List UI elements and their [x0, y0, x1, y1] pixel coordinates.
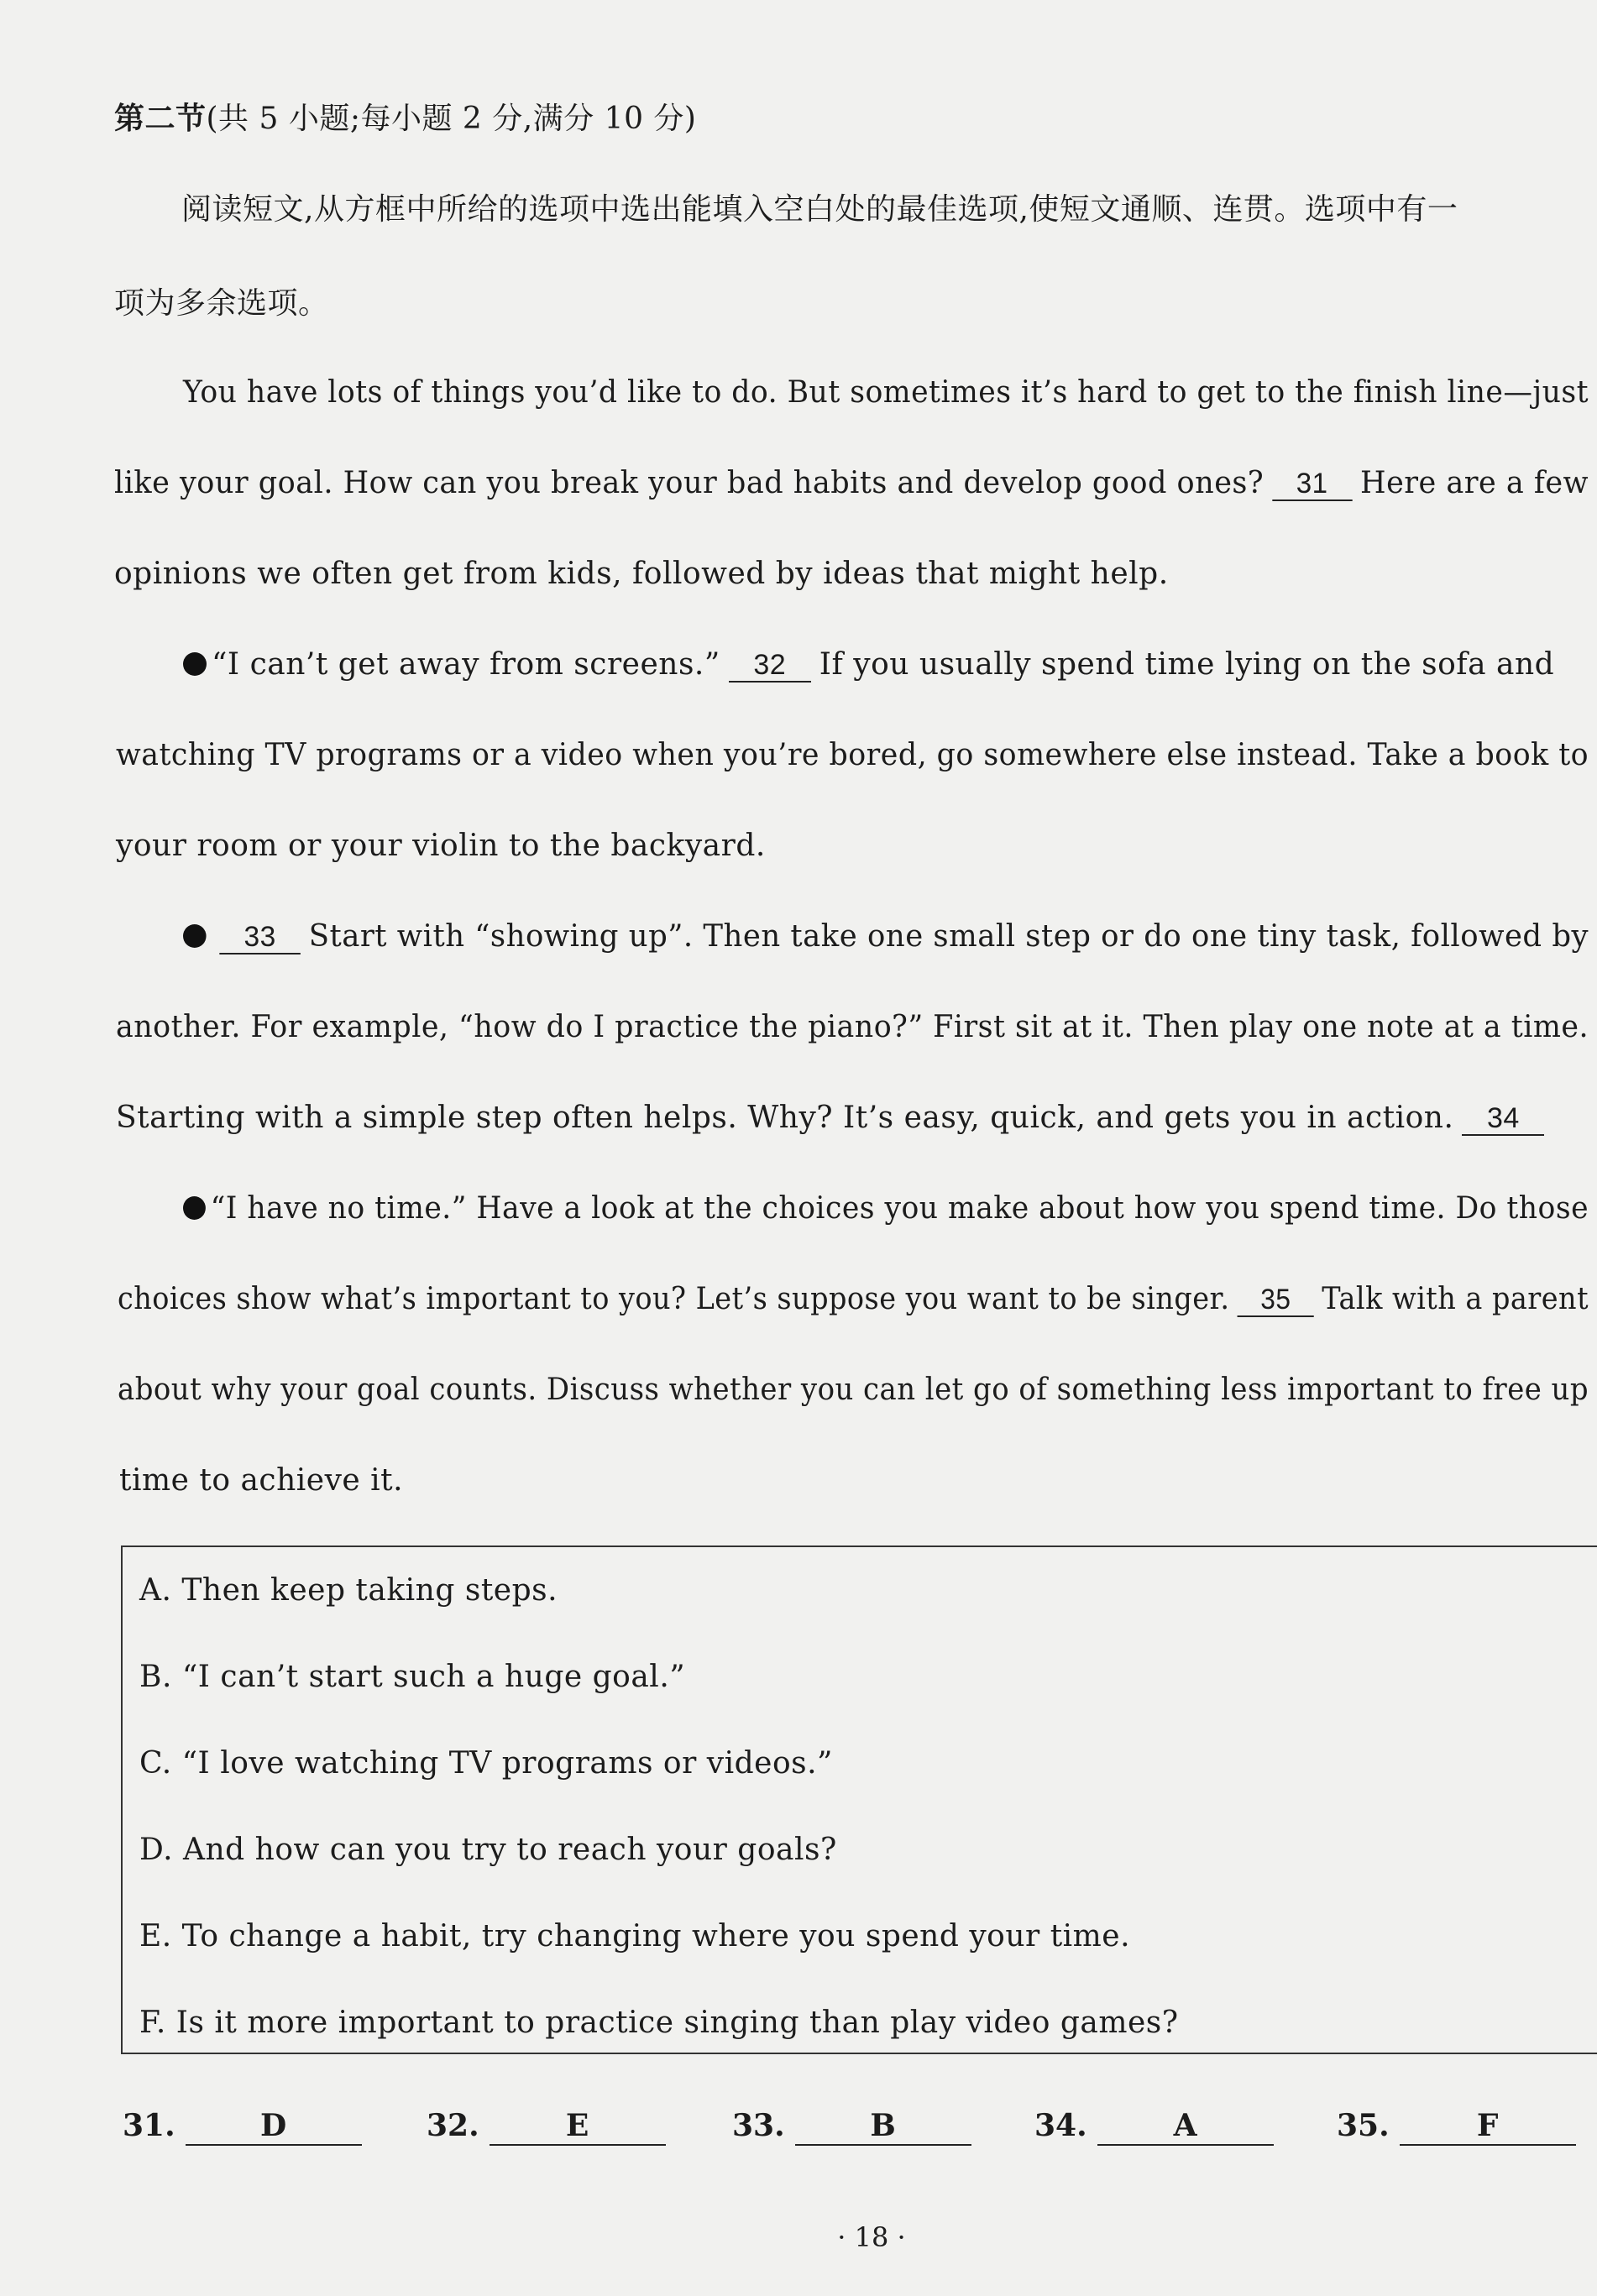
instructions-line-2: 项为多余选项。 — [114, 286, 329, 321]
section-title — [114, 101, 696, 138]
bullet-icon — [183, 1196, 206, 1220]
passage-p4-line1 — [183, 1190, 1589, 1227]
passage-p4-line2-tail: Talk with a parent — [1322, 1282, 1589, 1316]
instructions-line-1: 阅读短文,从方框中所给的选项中选出能填入空白处的最佳选项,使短文通顺、连贯。选项中有一 — [181, 192, 1458, 227]
answer-value: A — [1097, 2107, 1274, 2146]
passage-p1-line2 — [114, 465, 1589, 502]
section-title-detail: (共 5 小题;每小题 2 分,满分 10 分) — [206, 102, 697, 136]
blank-35: 35 — [1238, 1284, 1314, 1317]
passage-p2-line1 — [183, 646, 1554, 683]
bullet-icon — [183, 924, 207, 948]
answer-value: E — [490, 2107, 666, 2146]
passage-p4-line2-text: choices show what’s important to you? Let’s suppose you want to be singer. — [118, 1282, 1230, 1316]
section-title-bold: 第二节 — [114, 102, 207, 136]
option-c: C. “I love watching TV programs or videos.” — [139, 1746, 833, 1781]
passage-p4-line2 — [118, 1281, 1589, 1318]
bullet-icon — [183, 652, 207, 676]
answer-value: F — [1400, 2107, 1576, 2146]
answer-number: 33. — [732, 2108, 785, 2143]
passage-p3-line3 — [116, 1100, 1552, 1137]
answer-number: 34. — [1034, 2108, 1087, 2143]
answer-number: 31. — [123, 2108, 175, 2143]
option-b: B. “I can’t start such a huge goal.” — [139, 1660, 686, 1694]
answer-value: D — [186, 2107, 362, 2146]
passage-p3-line2: another. For example, “how do I practice the piano?” First sit at it. Then play one note at a time. — [116, 1010, 1589, 1044]
passage-p4-line4: time to achieve it. — [119, 1463, 404, 1498]
answer-33 — [732, 2107, 971, 2146]
blank-31: 31 — [1272, 468, 1352, 501]
passage-p3-line1 — [183, 918, 1589, 955]
option-e: E. To change a habit, try changing where you spend your time. — [139, 1919, 1131, 1953]
passage-p3-line3-text: Starting with a simple step often helps. Why? It’s easy, quick, and gets you in action. — [116, 1101, 1454, 1135]
answer-value: B — [795, 2107, 971, 2146]
option-f: F. Is it more important to practice singing than play video games? — [139, 2006, 1179, 2040]
passage-p1-line3: opinions we often get from kids, followed by ideas that might help. — [114, 557, 1169, 591]
blank-34: 34 — [1462, 1102, 1544, 1136]
answer-34 — [1034, 2107, 1274, 2146]
passage-p1-line2-text: like your goal. How can you break your bad habits and develop good ones? — [114, 466, 1265, 500]
passage-p1-line2-tail: Here are a few — [1360, 466, 1589, 500]
passage-p2-line3: your room or your violin to the backyard. — [116, 829, 766, 863]
options-box — [121, 1545, 1597, 2054]
passage-p2-quote: “I can’t get away from screens.” — [212, 647, 720, 682]
passage-p4-line1-text: “I have no time.” Have a look at the choices you make about how you spend time. Do those — [210, 1191, 1589, 1226]
answers-row — [0, 2107, 1597, 2166]
answer-32 — [427, 2107, 666, 2146]
blank-32: 32 — [729, 649, 811, 683]
passage-p3-line1-tail: Start with “showing up”. Then take one small step or do one tiny task, followed by — [308, 919, 1589, 954]
passage-p4-line3: about why your goal counts. Discuss whether you can let go of something less important to free up — [118, 1373, 1589, 1407]
page-number: · 18 · — [837, 2221, 906, 2253]
answer-35 — [1337, 2107, 1576, 2146]
passage-p1-line1: You have lots of things you’d like to do. But sometimes it’s hard to get to the finish line—just — [183, 375, 1589, 410]
passage-p2-line1-tail: If you usually spend time lying on the sofa and — [819, 647, 1555, 682]
option-a: A. Then keep taking steps. — [139, 1573, 558, 1608]
option-d: D. And how can you try to reach your goals? — [139, 1833, 837, 1867]
passage-p2-line2: watching TV programs or a video when you’re bored, go somewhere else instead. Take a book to — [116, 738, 1589, 772]
answer-number: 35. — [1337, 2108, 1390, 2143]
answer-31 — [123, 2107, 362, 2146]
answer-number: 32. — [427, 2108, 479, 2143]
blank-33: 33 — [219, 921, 301, 954]
